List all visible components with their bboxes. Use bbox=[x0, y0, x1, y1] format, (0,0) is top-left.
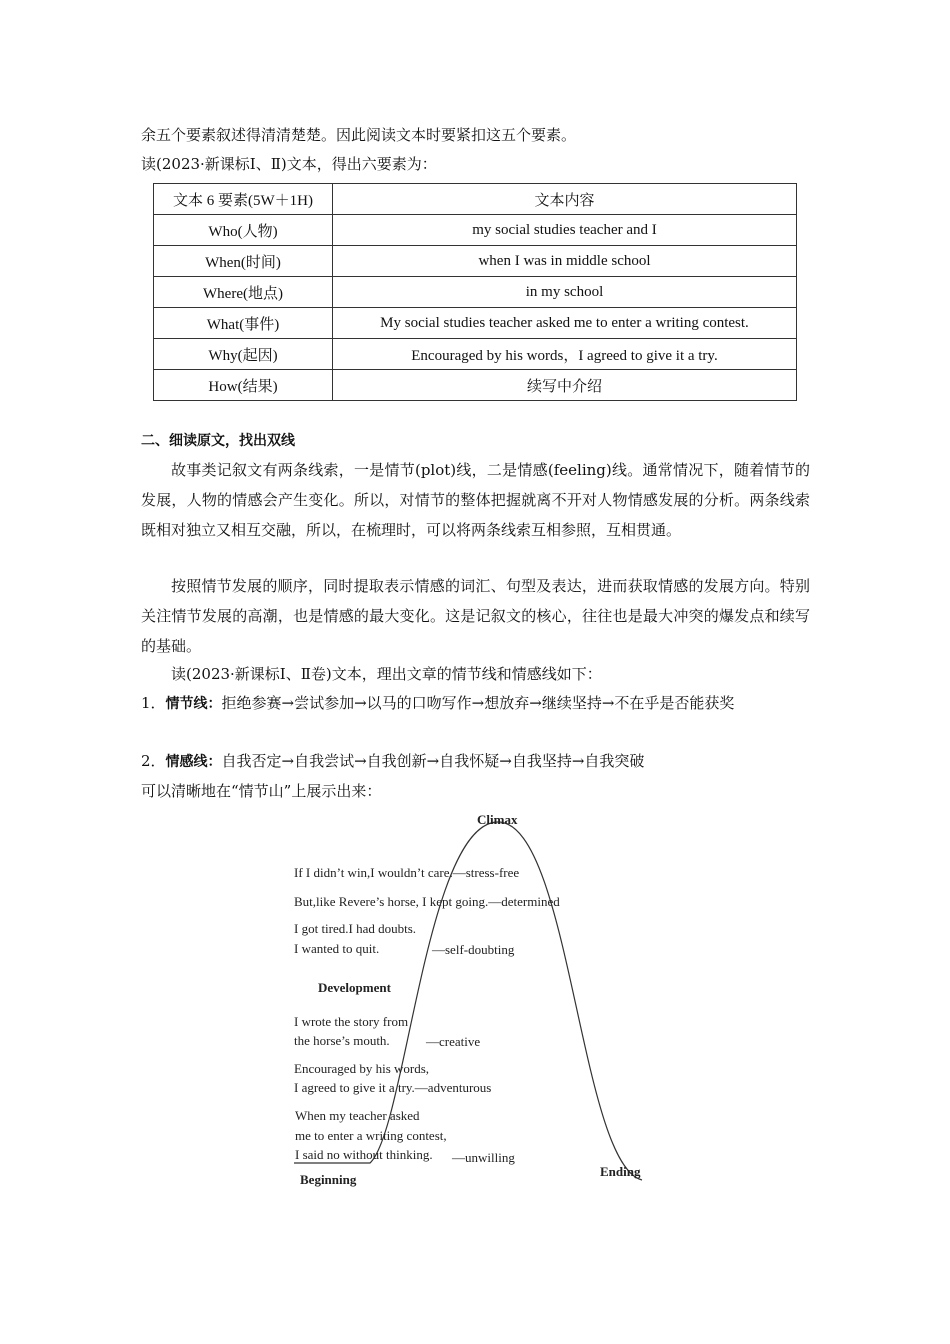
beginning-label: Beginning bbox=[300, 1172, 357, 1187]
table-row bbox=[154, 308, 797, 339]
intro-line-2: 读(2023·新课标Ⅰ、Ⅱ)文本，得出六要素为： bbox=[141, 155, 437, 173]
plot-line-number: 1． bbox=[141, 694, 166, 712]
adventurous-annotation-line-2: I agreed to give it a try.—adventurous bbox=[294, 1080, 492, 1095]
table-row bbox=[154, 339, 797, 370]
emotion-line-item bbox=[141, 746, 810, 777]
table-header-cell: 文本内容 bbox=[333, 184, 797, 215]
adventurous-annotation-line-1: Encouraged by his words, bbox=[294, 1061, 430, 1076]
table-cell-element: Who(人物) bbox=[154, 215, 333, 246]
table-cell-content: 续写中介绍 bbox=[333, 370, 797, 401]
closing-sentence: 可以清晰地在“情节山”上展示出来： bbox=[141, 782, 382, 800]
table-cell-element: Where(地点) bbox=[154, 277, 333, 308]
emotion-line-number: 2． bbox=[141, 752, 166, 770]
ending-label: Ending bbox=[600, 1164, 641, 1179]
table-row bbox=[154, 246, 797, 277]
table-cell-content: when I was in middle school bbox=[333, 246, 797, 277]
determined-annotation: But,like Revere’s horse, I kept going.—determined bbox=[294, 894, 560, 909]
table-cell-element: How(结果) bbox=[154, 370, 333, 401]
unwilling-annotation-line-2: me to enter a writing contest, bbox=[295, 1128, 447, 1143]
creative-annotation-line-2: the horse’s mouth. bbox=[294, 1033, 390, 1048]
unwilling-annotation-line-3: I said no without thinking. bbox=[295, 1147, 433, 1162]
self-doubting-annotation-line-2: I wanted to quit. bbox=[294, 941, 380, 956]
table-row bbox=[154, 277, 797, 308]
table-header-cell: 文本 6 要素(5W＋1H) bbox=[154, 184, 333, 215]
emotion-line-label: 情感线： bbox=[165, 754, 222, 770]
table-cell-content: in my school bbox=[333, 277, 797, 308]
table-cell-element: Why(起因) bbox=[154, 339, 333, 370]
table-row bbox=[154, 215, 797, 246]
table-cell-content: my social studies teacher and I bbox=[333, 215, 797, 246]
creative-label: —creative bbox=[426, 1034, 481, 1049]
table-row bbox=[154, 370, 797, 401]
plot-line-text: 拒绝参赛→尝试参加→以马的口吻写作→想放弃→继续坚持→不在乎是否能获奖 bbox=[221, 694, 735, 712]
paragraph-2: 按照情节发展的顺序，同时提取表示情感的词汇、句型及表达，进而获取情感的发展方向。特别关注情节发展的高潮，也是情感的最大变化。这是记叙文的核心，往往也是最大冲突的爆发点和续写的基础。 bbox=[141, 577, 810, 655]
intro-line-1: 余五个要素叙述得清清楚楚。因此阅读文本时要紧扣这五个要素。 bbox=[141, 126, 577, 144]
self-doubting-label: —self-doubting bbox=[432, 942, 515, 957]
creative-annotation-line-1: I wrote the story from bbox=[294, 1014, 409, 1029]
table-header-row bbox=[154, 184, 797, 215]
plot-line-label: 情节线： bbox=[165, 696, 222, 712]
section-title: 二、细读原文，找出双线 bbox=[141, 433, 295, 449]
six-elements-table bbox=[153, 183, 797, 401]
stress-free-annotation: If I didn’t win,I wouldn’t care.—stress-free bbox=[294, 865, 520, 880]
table-cell-content: Encouraged by his words，I agreed to give it a try. bbox=[333, 339, 797, 370]
development-label: Development bbox=[318, 980, 391, 995]
table-cell-element: When(时间) bbox=[154, 246, 333, 277]
table-cell-element: What(事件) bbox=[154, 308, 333, 339]
paragraph-3: 读(2023·新课标Ⅰ、Ⅱ卷)文本，理出文章的情节线和情感线如下： bbox=[171, 665, 602, 683]
table-cell-content: My social studies teacher asked me to enter a writing contest. bbox=[333, 308, 797, 339]
climax-label: Climax bbox=[477, 812, 518, 827]
unwilling-label: —unwilling bbox=[452, 1150, 515, 1165]
plot-line-item bbox=[141, 688, 810, 719]
unwilling-annotation-line-1: When my teacher asked bbox=[295, 1108, 420, 1123]
paragraph-1: 故事类记叙文有两条线索，一是情节(plot)线，二是情感(feeling)线。通常情况下，随着情节的发展，人物的情感会产生变化。所以，对情节的整体把握就离不开对人物情感发展的分析。两条线索既相对独立又相互交融，所以，在梳理时，可以将两条线索互相参照，互相贯通。 bbox=[141, 461, 810, 539]
self-doubting-annotation-line-1: I got tired.I had doubts. bbox=[294, 921, 417, 936]
plot-mountain-diagram bbox=[280, 800, 660, 1195]
emotion-line-text: 自我否定→自我尝试→自我创新→自我怀疑→自我坚持→自我突破 bbox=[221, 752, 645, 770]
